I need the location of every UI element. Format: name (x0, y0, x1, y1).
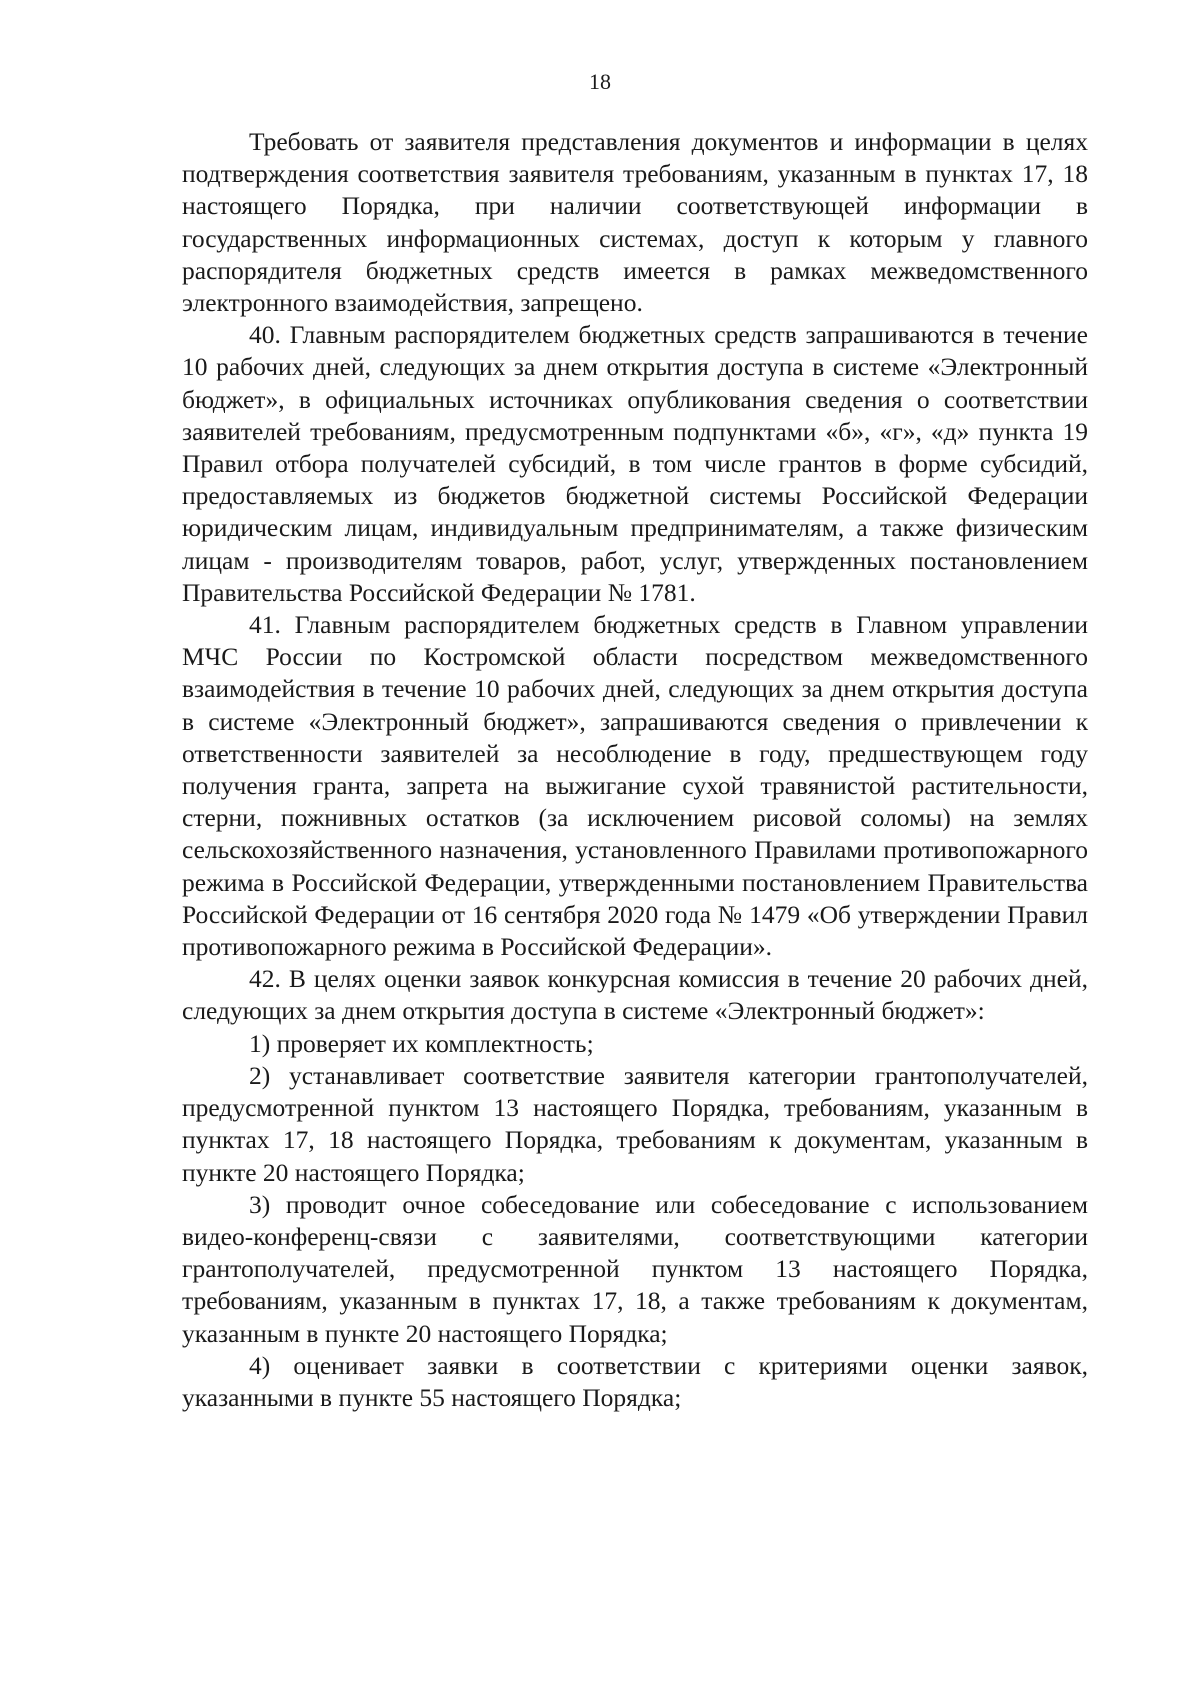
paragraph-document-request-prohibition: Требовать от заявителя представления документов и информации в целях подтверждения соответствия заявителя требованиям, указанным в пунктах 17, 18 настоящего Порядка, при наличии соответствующей информации в государственных информационных системах, доступ к которым у главного распорядителя бюджетных средств имеется в рамках межведомственного электронного взаимодействия, запрещено. (182, 127, 1088, 318)
paragraph-40: 40. Главным распорядителем бюджетных средств запрашиваются в течение 10 рабочих дней, следующих за днем открытия доступа в системе «Электронный бюджет», в официальных источниках опубликования сведения о соответствии заявителей требованиям, предусмотренным подпунктами «б», «г», «д» пункта 19 Правил отбора получателей субсидий, в том числе грантов в форме субсидий, предоставляемых из бюджетов бюджетной системы Российской Федерации юридическим лицам, индивидуальным предпринимателям, а также физическим лицам - производителям товаров, работ, услуг, утвержденных постановлением Правительства Российской Федерации № 1781. (182, 320, 1088, 607)
document-body (182, 126, 1088, 1414)
paragraph-42: 42. В целях оценки заявок конкурсная комиссия в течение 20 рабочих дней, следующих за днем открытия доступа в системе «Электронный бюджет»: (182, 964, 1088, 1026)
list-item-3: 3) проводит очное собеседование или собеседование с использованием видео-конференц-связи с заявителями, соответствующими категории грантополучателей, предусмотренной пунктом 13 настоящего Порядка, требованиям, указанным в пунктах 17, 18, а также требованиям к документам, указанным в пункте 20 настоящего Порядка; (182, 1189, 1088, 1348)
list-item-4: 4) оценивает заявки в соответствии с критериями оценки заявок, указанными в пункте 55 настоящего Порядка; (182, 1350, 1088, 1412)
list-item-1: 1) проверяет их комплектность; (249, 1028, 594, 1058)
page-number: 18 (589, 69, 611, 94)
list-item-2: 2) устанавливает соответствие заявителя категории грантополучателей, предусмотренной пунктом 13 настоящего Порядка, требованиям, указанным в пунктах 17, 18 настоящего Порядка, требованиям к документам, указанным в пункте 20 настоящего Порядка; (182, 1060, 1088, 1187)
paragraph-41: 41. Главным распорядителем бюджетных средств в Главном управлении МЧС России по Костромской области посредством межведомственного взаимодействия в течение 10 рабочих дней, следующих за днем открытия доступа в системе «Электронный бюджет», запрашиваются сведения о привлечении к ответственности заявителей за несоблюдение в году, предшествующем году получения гранта, запрета на выжигание сухой травянистой растительности, стерни, пожнивных остатков (за исключением рисовой соломы) на землях сельскохозяйственного назначения, установленного Правилами противопожарного режима в Российской Федерации, утвержденными постановлением Правительства Российской Федерации от 16 сентября 2020 года № 1479 «Об утверждении Правил противопожарного режима в Российской Федерации». (182, 610, 1088, 962)
